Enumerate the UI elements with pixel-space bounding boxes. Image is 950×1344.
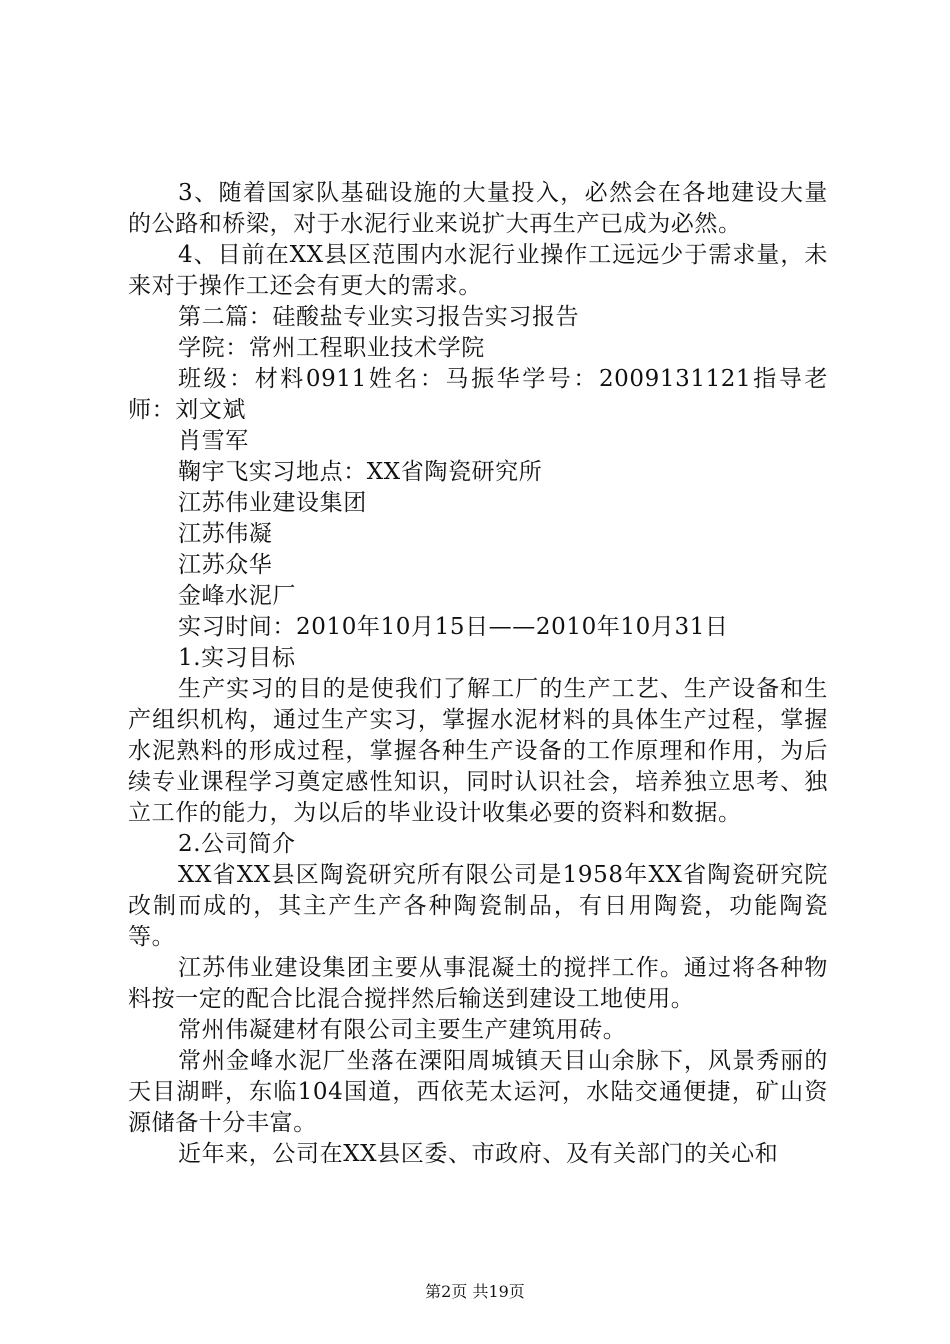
paragraph: 常州金峰水泥厂坐落在溧阳周城镇天目山余脉下，风景秀丽的天目湖畔，东临104国道，西依芜太运河，水陆交通便捷，矿山资源储备十分丰富。: [128, 1048, 828, 1136]
paragraph: 常州伟凝建材有限公司主要生产建筑用砖。: [178, 1017, 627, 1043]
section-heading: 第二篇：硅酸盐专业实习报告实习报告: [178, 304, 580, 330]
document-body: [128, 178, 828, 1170]
paragraph: 肖雪军: [178, 428, 249, 454]
paragraph: 江苏伟凝: [178, 521, 273, 547]
paragraph: 生产实习的目的是使我们了解工厂的生产工艺、生产设备和生产组织机构，通过生产实习，掌握水泥材料的具体生产过程，掌握水泥熟料的形成过程，掌握各种生产设备的工作原理和作用，为后续专业课程学习奠定感性知识，同时认识社会，培养独立思考、独立工作的能力，为以后的毕业设计收集必要的资料和数据。: [128, 676, 828, 826]
section-heading: 1.实习目标: [178, 645, 296, 671]
page-number-footer: 第2页 共19页: [425, 1282, 525, 1301]
section-heading: 2.公司简介: [178, 831, 296, 857]
paragraph: 实习时间：2010年10月15日——2010年10月31日: [178, 614, 729, 640]
paragraph: 江苏伟业建设集团主要从事混凝土的搅拌工作。通过将各种物料按一定的配合比混合搅拌然后输送到建设工地使用。: [128, 955, 828, 1012]
paragraph: 江苏伟业建设集团: [178, 490, 367, 516]
paragraph: 4、目前在XX县区范围内水泥行业操作工远远少于需求量，未来对于操作工还会有更大的需求。: [128, 242, 828, 299]
paragraph: 鞠宇飞实习地点：XX省陶瓷研究所: [178, 459, 543, 485]
paragraph: 3、随着国家队基础设施的大量投入，必然会在各地建设大量的公路和桥梁，对于水泥行业来说扩大再生产已成为必然。: [128, 180, 828, 237]
paragraph: 班级：材料0911姓名：马振华学号：2009131121指导老师：刘文斌: [128, 366, 828, 423]
paragraph: 金峰水泥厂: [178, 583, 296, 609]
paragraph: 近年来，公司在XX县区委、市政府、及有关部门的关心和: [178, 1141, 779, 1167]
paragraph: XX省XX县区陶瓷研究所有限公司是1958年XX省陶瓷研究院改制而成的，其主产生产各种陶瓷制品，有日用陶瓷，功能陶瓷等。: [128, 862, 828, 950]
paragraph: 江苏众华: [178, 552, 273, 578]
paragraph: 学院：常州工程职业技术学院: [178, 335, 485, 361]
